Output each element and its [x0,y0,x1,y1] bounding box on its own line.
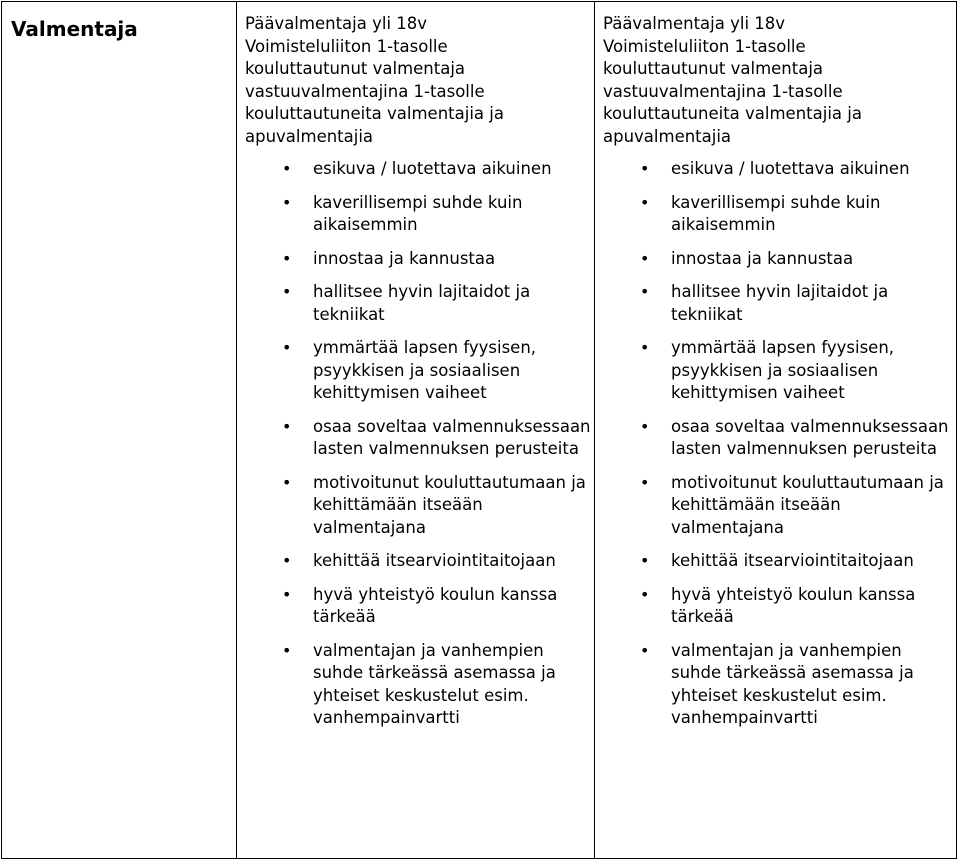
section-label: Valmentaja [11,17,138,41]
list-item [245,640,594,730]
bullet-icon: • [282,282,292,301]
column-content [237,2,594,730]
bullet-icon: • [640,248,650,268]
list-item [245,584,594,629]
bullet-icon: • [640,472,650,492]
list-item [245,248,594,271]
table-row [2,2,957,859]
bullet-text: valmentajan ja vanhempien suhde tärkeässä asemassa ja yhteiset keskustelut esim. vanhempainvartti [671,640,914,727]
list-item [603,248,956,271]
bullet-text: valmentajan ja vanhempien suhde tärkeässä asemassa ja yhteiset keskustelut esim. vanhempainvartti [313,640,556,727]
requirements-table [1,1,957,859]
list-item [603,640,956,730]
list-item [603,550,956,573]
bullet-text: innostaa ja kannustaa [671,248,854,268]
bullet-text: esikuva / luotettava aikuinen [313,159,552,178]
list-item [245,472,594,540]
bullet-text: kehittää itsearviointitaitojaan [313,551,556,570]
intro-line: apuvalmentajia [245,126,374,146]
list-item [245,192,594,237]
list-item [245,281,594,326]
intro-line: Voimisteluliiton 1-tasolle [603,36,806,56]
bullet-icon: • [282,640,292,660]
bullet-text: esikuva / luotettava aikuinen [671,159,910,178]
bullet-text: hyvä yhteistyö koulun kanssa tärkeää [313,584,558,626]
bullet-icon: • [282,192,292,212]
section-label-cell [2,2,237,859]
column-content [595,2,956,730]
intro-text [245,13,594,148]
list-item [603,472,956,540]
bullet-icon: • [282,584,292,604]
bullet-icon: • [640,584,650,604]
bullet-icon: • [282,416,292,436]
list-item [603,337,956,405]
bullet-text: osaa soveltaa valmennuksessaan lasten valmennuksen perusteita [671,416,949,458]
content-column-2 [595,2,957,859]
bullet-text: kehittää itsearviointitaitojaan [671,551,914,570]
intro-line: Päävalmentaja yli 18v [603,14,786,33]
intro-text [603,13,956,148]
bullet-text: ymmärtää lapsen fyysisen, psyykkisen ja sosiaalisen kehittymisen vaiheet [313,338,537,402]
list-item [603,416,956,461]
bullet-text: kaverillisempi suhde kuin aikaisemmin [313,192,523,234]
intro-line: Päävalmentaja yli 18v [245,14,428,33]
intro-line: kouluttautunut valmentaja [603,59,824,78]
bullet-text: hyvä yhteistyö koulun kanssa tärkeää [671,584,916,626]
list-item [603,192,956,237]
bullet-list [603,158,956,730]
bullet-icon: • [640,640,650,660]
list-item [603,158,956,181]
list-item [603,281,956,326]
intro-line: vastuuvalmentajina 1-tasolle [245,81,485,101]
bullet-icon: • [282,472,292,492]
bullet-icon: • [640,159,650,178]
bullet-icon: • [282,159,292,178]
content-column-1 [237,2,595,859]
list-item [245,550,594,573]
bullet-text: osaa soveltaa valmennuksessaan lasten valmennuksen perusteita [313,416,591,458]
intro-line: kouluttautuneita valmentajia ja [245,104,504,123]
bullet-text: motivoitunut kouluttautumaan ja kehittämään itseään valmentajana [313,472,586,537]
list-item [245,337,594,405]
bullet-text: kaverillisempi suhde kuin aikaisemmin [671,192,881,234]
bullet-icon: • [640,416,650,436]
bullet-icon: • [640,338,650,357]
list-item [245,158,594,181]
list-item [245,416,594,461]
bullet-text: innostaa ja kannustaa [313,248,496,268]
bullet-text: ymmärtää lapsen fyysisen, psyykkisen ja sosiaalisen kehittymisen vaiheet [671,338,895,402]
intro-line: kouluttautunut valmentaja [245,59,466,78]
intro-line: Voimisteluliiton 1-tasolle [245,36,448,56]
bullet-list [245,158,594,730]
bullet-icon: • [282,338,292,357]
bullet-icon: • [640,282,650,301]
bullet-text: motivoitunut kouluttautumaan ja kehittämään itseään valmentajana [671,472,944,537]
bullet-text: hallitsee hyvin lajitaidot ja tekniikat [313,282,531,324]
bullet-icon: • [282,248,292,268]
intro-line: vastuuvalmentajina 1-tasolle [603,81,843,101]
bullet-text: hallitsee hyvin lajitaidot ja tekniikat [671,282,889,324]
list-item [603,584,956,629]
bullet-icon: • [282,551,292,570]
intro-line: kouluttautuneita valmentajia ja [603,104,862,123]
bullet-icon: • [640,192,650,212]
intro-line: apuvalmentajia [603,126,732,146]
bullet-icon: • [640,551,650,570]
